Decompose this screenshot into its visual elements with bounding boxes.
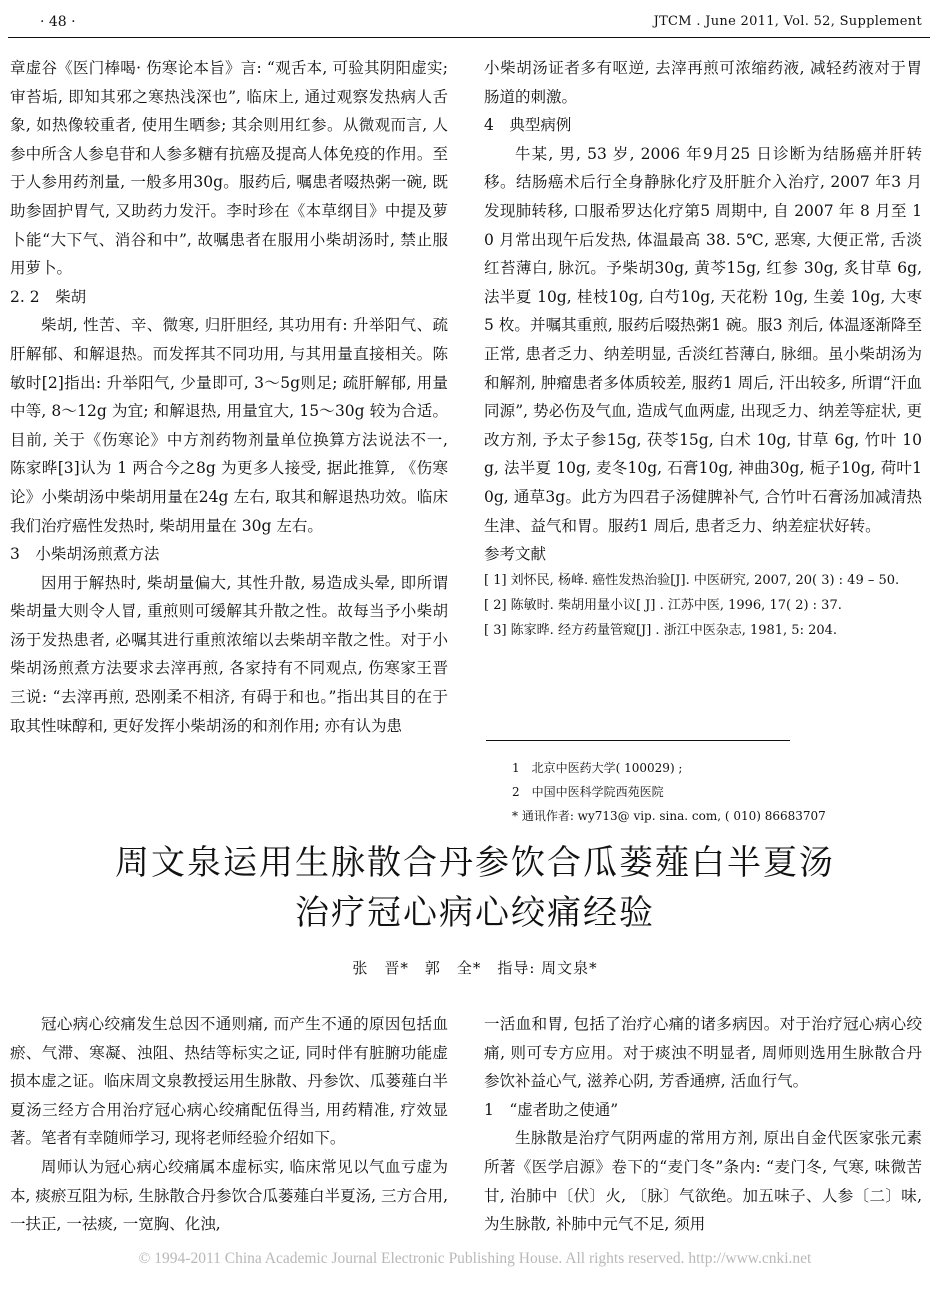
footnote-corresponding-author: * 通讯作者: wy713@ vip. sina. com, ( 010) 86683707	[512, 809, 826, 823]
paragraph: 因用于解热时, 柴胡量偏大, 其性升散, 易造成头晕, 即所谓柴胡量大则令人冒, 重煎则可缓解其升散之性。故每当予小柴胡汤于发热患者, 必嘱其进行重煎浓缩以去柴胡辛散之性。对于小柴胡汤煎煮方法要求去滓再煎, 各家持有不同观点, 伤寒家王晋三说: “去滓再煎, 恐刚柔不相济, 有碍于和也。”指出其目的在于取其性味醇和, 更好发挥小柴胡汤的和剂作用; 亦有认为患	[10, 573, 448, 735]
article-title	[0, 838, 950, 938]
footnote-affiliation-2: 2 中国中医科学院西苑医院	[512, 785, 664, 799]
left-column-top	[10, 54, 448, 740]
footnote-affiliation-1: 1 北京中医药大学( 100029) ;	[512, 761, 683, 775]
copyright-watermark: © 1994-2011 China Academic Journal Electronic Publishing House. All rights reserved. http://www.cnki.net	[138, 1250, 812, 1267]
reference-item: [ 1] 刘怀民, 杨峰. 癌性发热治验[J]. 中医研究, 2007, 20( 3) : 49 – 50.	[484, 573, 900, 589]
right-column-bottom	[484, 1010, 922, 1239]
left-column-bottom	[10, 1010, 448, 1239]
paragraph: 柴胡, 性苦、辛、微寒, 归肝胆经, 其功用有: 升举阳气、疏肝解郁、和解退热。而发挥其不同功用, 与其用量直接相关。陈敏时[2]指出: 升举阳气, 少量即可, 3～5g则足; 疏肝解郁, 用量中等, 8～12g 为宜; 和解退热, 用量宜大, 15～30g 较为合适。目前, 关于《伤寒论》中方剂药物剂量单位换算方法说法不一, 陈家晔[3]认为 1 两合今之8g 为更多人接受, 据此推算, 《伤寒论》小柴胡汤中柴胡用量在24g 左右, 取其和解退热功效。临床我们治疗癌性发热时, 柴胡用量在 30g 左右。	[10, 316, 448, 535]
article-authors: 张 晋* 郭 全* 指导: 周文泉*	[352, 959, 598, 977]
reference-item: [ 3] 陈家晔. 经方药量管窥[J] . 浙江中医杂志, 1981, 5: 204.	[484, 623, 838, 639]
article-title-line-2: 治疗冠心病心绞痛经验	[295, 893, 655, 933]
section-heading: 4 典型病例	[484, 116, 572, 135]
paragraph: 小柴胡汤证者多有呕逆, 去滓再煎可浓缩药液, 减轻药液对于胃肠道的刺激。	[484, 59, 922, 106]
paragraph: 生脉散是治疗气阴两虚的常用方剂, 原出自金代医家张元素所著《医学启源》卷下的“麦门冬”条内: “麦门冬, 气寒, 味微苦甘, 治肺中〔伏〕火, 〔脉〕气欲绝。加五味子、人参〔二〕味, 为生脉散, 补肺中元气不足, 须用	[484, 1129, 922, 1234]
section-heading: 2. 2 柴胡	[10, 287, 87, 306]
paragraph: 周师认为冠心病心绞痛属本虚标实, 临床常见以气血亏虚为本, 痰瘀互阻为标, 生脉散合丹参饮合瓜蒌薤白半夏汤, 三方合用, 一扶正, 一祛痰, 一宽胸、化浊,	[10, 1157, 448, 1234]
paragraph: 一活血和胃, 包括了治疗心痛的诸多病因。对于治疗冠心病心绞痛, 则可专方应用。对于痰浊不明显者, 周师则选用生脉散合丹参饮补益心气, 滋养心阴, 芳香通痹, 活血行气。	[484, 1015, 922, 1091]
case-report-paragraph: 牛某, 男, 53 岁, 2006 年9月25 日诊断为结肠癌并肝转移。结肠癌术后行全身静脉化疗及肝脏介入治疗, 2007 年3 月发现肺转移, 口服希罗达化疗第5 周期中, 自 2007 年 8 月至 10 月常出现午后发热, 体温最高 38. 5℃, 恶寒, 大便正常, 舌淡红苔薄白, 脉沉。予柴胡30g, 黄芩15g, 红参 30g, 炙甘草 6g, 法半夏 10g, 桂枝10g, 白芍10g, 天花粉 10g, 生姜 10g, 大枣5 枚。并嘱其重煎, 服药后啜热粥1 碗。服3 剂后, 体温逐渐降至正常, 患者乏力、纳差明显, 舌淡红苔薄白, 脉细。虽小柴胡汤为和解剂, 肿瘤患者多体质较差, 服药1 周后, 汗出较多, 所谓“汗血同源”, 势必伤及气血, 造成气血两虚, 出现乏力、纳差等症状, 更改方剂, 予太子参15g, 茯苓15g, 白术 10g, 甘草 6g, 竹叶 10g, 法半夏 10g, 麦冬10g, 石膏10g, 神曲30g, 栀子10g, 荷叶10g, 通草3g。此方为四君子汤健脾补气, 合竹叶石膏汤加减清热生津、益气和胃。服药1 周后, 患者乏力、纳差症状好转。	[484, 144, 922, 535]
footnotes	[512, 756, 826, 828]
footnote-rule	[486, 740, 790, 741]
reference-item: [ 2] 陈敏时. 柴胡用量小议[ J] . 江苏中医, 1996, 17( 2) : 37.	[484, 598, 842, 614]
page-number: · 48 ·	[40, 14, 76, 30]
journal-header: JTCM . June 2011, Vol. 52, Supplement	[653, 14, 922, 29]
section-heading: 3 小柴胡汤煎煮方法	[10, 545, 160, 564]
article-title-line-1: 周文泉运用生脉散合丹参饮合瓜蒌薤白半夏汤	[115, 843, 835, 883]
paragraph: 冠心病心绞痛发生总因不通则痛, 而产生不通的原因包括血瘀、气滞、寒凝、浊阻、热结等标实之证, 同时伴有脏腑功能虚损本虚之证。临床周文泉教授运用生脉散、丹参饮、瓜蒌薤白半夏汤三经方合用治疗冠心病心绞痛配伍得当, 用药精准, 疗效显著。笔者有幸随师学习, 现将老师经验介绍如下。	[10, 1015, 448, 1148]
references-title: 参考文献	[484, 545, 547, 564]
section-heading: 1 “虚者助之使通”	[484, 1100, 619, 1119]
references-list	[484, 570, 922, 642]
paragraph: 章虚谷《医门棒喝· 伤寒论本旨》言: “观舌本, 可验其阴阳虚实; 审苔垢, 即知其邪之寒热浅深也”, 临床上, 通过观察发热病人舌象, 如热像较重者, 使用生晒参; 其余则用红参。从微观而言, 人参中所含人参皂苷和人参多糖有抗癌及提高人体免疫的作用。至于人参用药剂量, 一般多用30g。服药后, 嘱患者啜热粥一碗, 既助参固护胃气, 又助药力发汗。李时珍在《本草纲目》中提及萝卜能“大下气、消谷和中”, 故嘱患者在服用小柴胡汤时, 禁止服用萝卜。	[10, 59, 448, 278]
header-rule	[8, 37, 930, 38]
right-column-top	[484, 54, 922, 645]
